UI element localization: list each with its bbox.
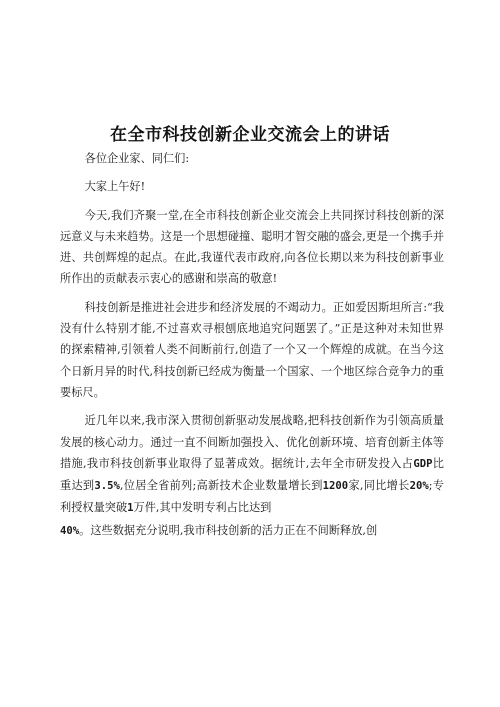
hightech-count-value: 1200 (322, 480, 349, 493)
gdp-label: GDP (413, 457, 433, 470)
growth-rate-value: 20% (409, 480, 429, 493)
paragraph-2: 科技创新是推进社会进步和经济发展的不竭动力。正如爱因斯坦所言:“我没有什么特别才能,不过喜欢寻根刨底地追究问题罢了。”正是这种对未知世界的探索精神,引领着人类不间断前行,创造了一个又一个辉煌的成就。在当今这个日新月异的时代,科技创新已经成为衡量一个国家、一个地区综合竞争力的重要标尺。 (60, 300, 444, 399)
paragraph-3-text-f: 万件,其中发明专利占比达到 (133, 501, 272, 515)
greeting: 大家上午好! (84, 180, 146, 194)
paragraph-3-text-g: 。这些数据充分说明,我市科技创新的活力正在不间断释放,创 (79, 523, 378, 537)
paragraph-3-text-c: ,位居全省前列;高新技术企业数量增长到 (119, 479, 323, 493)
invention-ratio-value: 40% (60, 524, 80, 537)
document-title: 在全市科技创新企业交流会上的讲话 (110, 125, 390, 145)
paragraph-3-text-e: ;专利授权量突破 (60, 479, 444, 515)
salutation: 各位企业家、同仁们: (84, 152, 190, 165)
paragraph-1: 今天,我们齐聚一堂,在全市科技创新企业交流会上共同探讨科技创新的深远意义与未来趋势。这是一个思想碰撞、聪明才智交融的盛会,更是一个携手并进、共创辉煌的起点。在此,我谨代表市政府,向各位长期以来为科技创新事业所作出的贡献表示衷心的感谢和崇高的敬意! (60, 208, 444, 286)
paragraph-3-text-b: 比重达到 (60, 456, 444, 493)
paragraph-3 (60, 410, 444, 542)
patent-count-value: 1 (127, 502, 134, 515)
paragraph-3-text-a: 近几年以来,我市深入贯彻创新驱动发展战略,把科技创新作为引领高质量发展的核心动力。通过一直不间断加强投入、优化创新环境、培育创新主体等措施,我市科技创新事业取得了显著成效。据统计,去年全市研发投入占 (60, 414, 444, 470)
document-body (60, 148, 444, 549)
rd-ratio-value: 3.5% (94, 480, 120, 493)
paragraph-3-text-d: 家,同比增长 (348, 479, 410, 493)
